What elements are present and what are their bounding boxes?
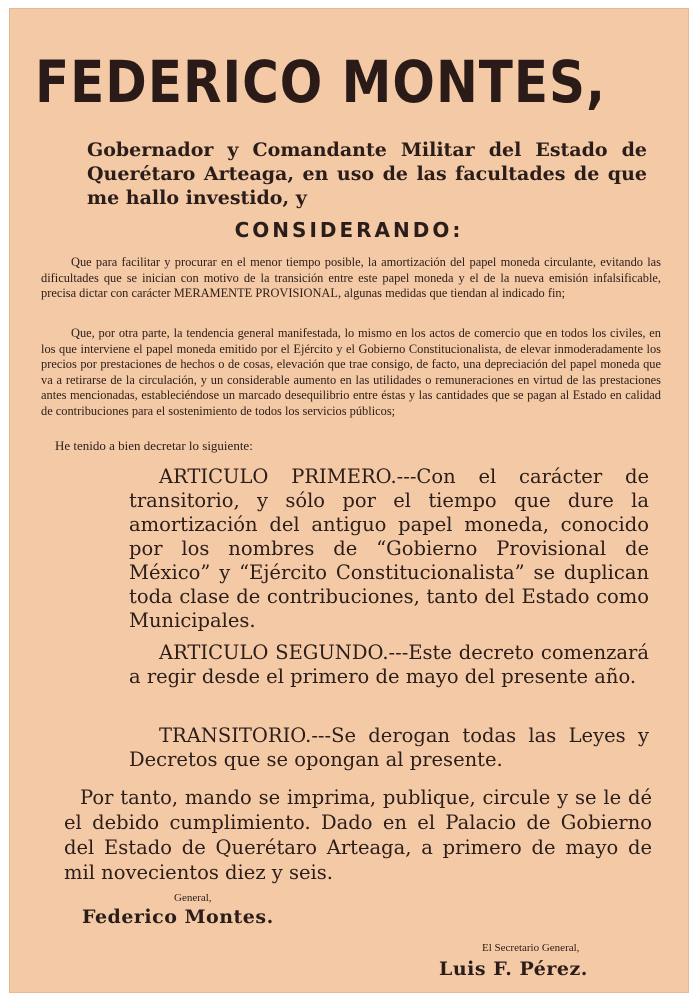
considering-paragraph-2: Que, por otra parte, la tendencia general manifestada, lo mismo en los actos de comercio que en todos los civiles, en los que interviene el papel moneda emitido por el Ejército y el Gobierno Constitucionalista, de elevar inmoderadamente los precios por prestaciones de hechos o de cosas, elevación que trae consigo, de facto, una depreciación del papel moneda que va a retirarse de la circulación, y un considerable aumento en las utilidades o remuneraciones en virtud de las prestaciones antes mencionadas, estableciéndose un marcado desequilibrio entre éstas y las cantidades que se pagan al Estado en calidad de contribuciones para el sostenimiento de todos los servicios públicos; [41,326,661,418]
decree-intro: He tenido a bien decretar lo siguiente: [55,438,253,453]
article-second: ARTICULO SEGUNDO.---Este decreto comenzará a regir desde el primero de mayo del presente año. [129,641,649,688]
considerando-heading: CONSIDERANDO: [234,218,464,242]
considering-paragraph-1: Que para facilitar y procurar en el menor tiempo posible, la amortización del papel moneda circulante, evitando las dificultades que se inician con motivo de la transición entre este papel moneda y el de la nueva emisión infalsificable, precisa dictar con carácter MERAMENTE PROVISIONAL, algunas medidas que tiendan al indicado fin; [41,255,661,300]
article-first: ARTICULO PRIMERO.---Con el carácter de transitorio, y sólo por el tiempo que dure la amortización del antiguo papel moneda, conocido por los nombres de “Gobierno Provisional de México” y “Ejército Constitucionalista” se duplican toda clase de contribuciones, tanto del Estado como Municipales. [129,465,649,632]
transitory-article: TRANSITORIO.---Se derogan todas las Leyes y Decretos que se opongan al presente. [129,724,649,771]
secretary-signature: Luis F. Pérez. [439,958,588,980]
intro-paragraph: Gobernador y Comandante Militar del Estado de Querétaro Arteaga, en uso de las facultades de que me hallo investido, y [87,139,647,209]
general-label: General, [174,892,212,904]
decree-poster [9,8,689,993]
poster-title: FEDERICO MONTES, [35,49,607,116]
secretary-label: El Secretario General, [482,942,580,954]
governor-signature: Federico Montes. [82,906,274,928]
closing-paragraph: Por tanto, mando se imprima, publique, circule y se le dé el debido cumplimiento. Dado en el Palacio de Gobierno del Estado de Querétaro Arteaga, a primero de mayo de mil novecientos diez y seis. [64,786,652,884]
